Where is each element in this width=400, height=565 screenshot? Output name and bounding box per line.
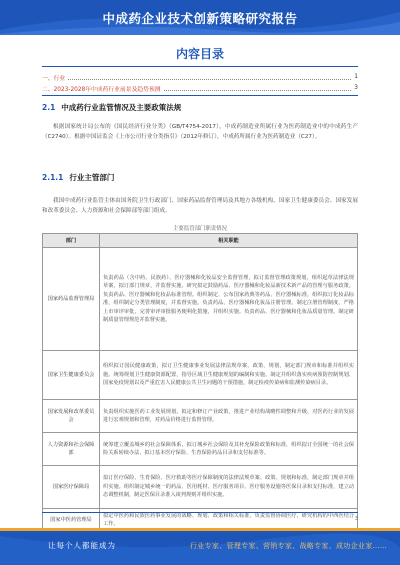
table-row bbox=[43, 466, 358, 509]
column-header-duty: 相关职能 bbox=[100, 234, 358, 248]
dept-cell: 人力资源和社会保障部 bbox=[43, 433, 100, 466]
duty-cell: 负责组织实施医药工业发展规划，拟定和修订产业政策，推进产业结构战略性调整和升级，对医药行业的发展进行宏观规划和管理，对药品价格进行监督管理。 bbox=[100, 400, 358, 433]
toc-leader-dots bbox=[164, 86, 352, 91]
footer-tagline: 行业专家、管理专家、营销专家、战略专家、成功企业家…… bbox=[190, 542, 388, 550]
section-heading bbox=[42, 102, 181, 113]
footer-slogan: 让每个人都能成为 bbox=[48, 541, 116, 550]
dept-cell: 国家医疗保障局 bbox=[43, 466, 100, 509]
dept-cell: 国家中医药管理局 bbox=[43, 509, 100, 532]
table-caption: 主要监管部门职责情况 bbox=[173, 226, 227, 232]
table-row bbox=[43, 351, 358, 400]
page-header bbox=[0, 0, 400, 35]
toc-title: 内容目录 bbox=[175, 47, 224, 61]
column-header-dept: 部门 bbox=[43, 234, 100, 248]
body-paragraph: 根据国家统计局公布的《国民经济行业分类》（GB/T4754-2017），中成药制造业所属行业为医药制造业中的中成药生产（C2740）。根据中国证监会《上市公司行业分类指引》（2012年修订），中成药所属行业为医药制造业（C27）。 bbox=[42, 124, 358, 140]
dept-cell: 国家发展和改革委员会 bbox=[43, 400, 100, 433]
duty-cell: 拟定中医药和民族医药事业发展的战略、规划、政策和相关标准，负责监督协调医疗、研究机构的中西医结合工作。 bbox=[100, 509, 358, 532]
content-end-divider bbox=[42, 512, 358, 513]
toc-item-page: 1 bbox=[354, 74, 358, 80]
toc-divider-bottom bbox=[42, 95, 358, 96]
subsection-number: 2.1.1 bbox=[42, 173, 64, 182]
dept-cell: 国家卫生健康委员会 bbox=[43, 351, 100, 400]
table-header-row bbox=[43, 234, 358, 248]
subsection-title: 行业主管部门 bbox=[69, 173, 115, 182]
toc-item[interactable] bbox=[42, 83, 358, 93]
toc-item-label: 一、行业 bbox=[42, 75, 66, 82]
subsection-heading bbox=[42, 172, 114, 183]
duty-cell: 负责药品（含中药、民族药）、医疗器械和化妆品安全监督管理，拟订监督管理政策规划，组织起草法律法规草案，拟订部门规章，并监督实施。研究拟定鼓励药品、医疗器械和化妆品新技术新产品的管理与服务政策。负责药品、医疗器械和化妆品标准管理。组织制定、公布国家药典等药品、医疗器械标准，组织拟订化妆品标准，组织制定分类管理制度，并监督实施。负责药品、医疗器械和化妆品注册管理。制定注册管理制度，严格上市审评审批，完善审评审批服务便利化措施，并组织实施。负责药品、医疗器械和化妆品质量管理。制定研制质量管理规范并监督实施。 bbox=[100, 248, 358, 351]
duty-cell: 组织拟订国民健康政策，拟订卫生健康事业发展法律法规草案、政策、规划，制定部门规章和标准并组织实施。统筹规划卫生健康资源配置，指导区域卫生健康规划的编制和实施。制定并组织落实疾病预防控制规划、国家免疫规划以及严重危害人民健康公共卫生问题的干预措施，制定检疫传染病和监测传染病目录。 bbox=[100, 351, 358, 400]
page-footer bbox=[0, 528, 400, 565]
dept-cell: 国家药品监督管理局 bbox=[43, 248, 100, 351]
section-number: 2.1 bbox=[42, 103, 56, 112]
duty-cell: 统筹建立覆盖城乡的社会保障体系，拟订城乡社会保险及其补充保险政策和标准，组织拟订全国统一的社会保险关系转续办法，拟订基本医疗保险、生育保险药品目录和支付标准等。 bbox=[100, 433, 358, 466]
body-paragraph: 我国中成药行业监管主体由国务院卫生行政部门、国家药品监督管理局及其地方各级机构、国家卫生健康委员会、国家发展和改革委员会、人力资源和社会保障部等部门组成。 bbox=[42, 198, 358, 214]
toc-item-label: 二、2023-2028年中成药行业前景及趋势预测 bbox=[42, 86, 161, 93]
toc-item-page: 3 bbox=[354, 85, 358, 91]
report-title: 中成药企业技术创新策略研究报告 bbox=[102, 11, 298, 26]
duty-cell: 拟订医疗保险、生育保险、医疗救助等医疗保障制度的法律法规草案、政策、规划和标准，制定部门规章并组织实施。组织制定城乡统一的药品、医用耗材、医疗服务项目、医疗服务设施等医保目录和支付标准，建立动态调整机制，制定医保目录准入谈判规则并组织实施。 bbox=[100, 466, 358, 509]
section-title: 中成药行业监管情况及主要政策法规 bbox=[61, 103, 182, 112]
toc-divider bbox=[42, 66, 358, 67]
page-number: 3 bbox=[354, 516, 358, 522]
table-row bbox=[43, 400, 358, 433]
table-row bbox=[43, 248, 358, 351]
toc-item[interactable] bbox=[42, 72, 358, 82]
toc-leader-dots bbox=[68, 75, 351, 80]
table-row bbox=[43, 433, 358, 466]
regulator-table bbox=[42, 233, 358, 532]
